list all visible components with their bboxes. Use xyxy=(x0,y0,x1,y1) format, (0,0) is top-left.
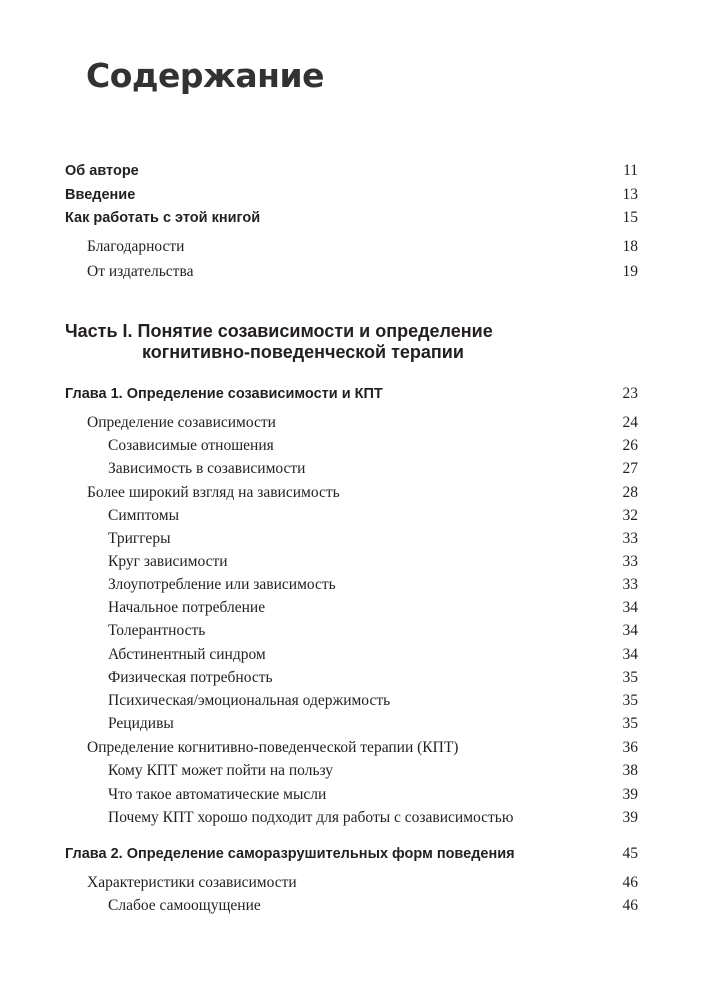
toc-page-number: 26 xyxy=(622,437,638,454)
toc-entry-label: Рецидивы xyxy=(108,715,174,732)
toc-entry[interactable] xyxy=(65,530,638,552)
toc-entry[interactable] xyxy=(65,414,638,436)
toc-page-number: 15 xyxy=(622,209,638,226)
toc-entry-label: Характеристики созависимости xyxy=(87,874,297,891)
toc-entry-how-to-use[interactable] xyxy=(65,209,638,231)
toc-page-number: 13 xyxy=(622,186,638,203)
toc-entry-acknowledgements[interactable] xyxy=(65,238,638,260)
toc-entry-publisher[interactable] xyxy=(65,263,638,285)
toc-entry-about-author[interactable] xyxy=(65,162,638,184)
toc-entry[interactable] xyxy=(65,874,638,896)
toc-page-number: 18 xyxy=(622,238,638,255)
toc-entry-label: Абстинентный синдром xyxy=(108,646,266,663)
toc-entry-label: Благодарности xyxy=(87,238,185,255)
toc-chapter-title: Глава 1. Определение созависимости и КПТ xyxy=(65,386,383,402)
toc-entry-label: Злоупотребление или зависимость xyxy=(108,576,336,593)
toc-entry[interactable] xyxy=(65,576,638,598)
toc-entry-label: Почему КПТ хорошо подходит для работы с созависимостью xyxy=(108,809,514,826)
toc-entry-label: Круг зависимости xyxy=(108,553,228,570)
part-title-line-1: Часть I. Понятие созависимости и определение xyxy=(65,321,493,341)
toc-entry[interactable] xyxy=(65,762,638,784)
toc-page-number: 46 xyxy=(622,897,638,914)
toc-entry-label: Введение xyxy=(65,187,136,203)
toc-page-number: 46 xyxy=(622,874,638,891)
toc-page-number: 33 xyxy=(622,576,638,593)
toc-entry[interactable] xyxy=(65,715,638,737)
toc-entry-label: Зависимость в созависимости xyxy=(108,460,306,477)
toc-page-number: 45 xyxy=(622,845,638,862)
toc-entry[interactable] xyxy=(65,897,638,919)
toc-page-number: 34 xyxy=(622,599,638,616)
toc-page-number: 38 xyxy=(622,762,638,779)
toc-page-number: 32 xyxy=(622,507,638,524)
toc-entry-label: От издательства xyxy=(87,263,194,280)
toc-entry[interactable] xyxy=(65,809,638,831)
toc-page-number: 39 xyxy=(622,786,638,803)
toc-entry[interactable] xyxy=(65,622,638,644)
part-title-line-2: когнитивно-поведенческой терапии xyxy=(142,342,464,362)
toc-entry-label: Психическая/эмоциональная одержимость xyxy=(108,692,391,709)
toc-entry-label: Начальное потребление xyxy=(108,599,266,616)
toc-entry[interactable] xyxy=(65,692,638,714)
toc-page-number: 33 xyxy=(622,530,638,547)
toc-entry[interactable] xyxy=(65,460,638,482)
toc-entry-label: Симптомы xyxy=(108,507,179,524)
toc-entry-label: Созависимые отношения xyxy=(108,437,274,454)
toc-entry-label: Об авторе xyxy=(65,163,139,179)
toc-entry-label: Кому КПТ может пойти на пользу xyxy=(108,762,334,779)
toc-entry[interactable] xyxy=(65,669,638,691)
toc-chapter-1[interactable] xyxy=(65,385,638,407)
toc-entry[interactable] xyxy=(65,484,638,506)
toc-page-number: 34 xyxy=(622,646,638,663)
toc-entry[interactable] xyxy=(65,599,638,621)
toc-entry-label: Более широкий взгляд на зависимость xyxy=(87,484,340,501)
toc-chapter-title: Глава 2. Определение саморазрушительных форм поведения xyxy=(65,846,515,862)
toc-chapter-2[interactable] xyxy=(65,845,638,867)
toc-entry-label: Слабое самоощущение xyxy=(108,897,261,914)
toc-page-number: 11 xyxy=(623,162,638,179)
toc-entry-label: Триггеры xyxy=(108,530,171,547)
toc-entry[interactable] xyxy=(65,646,638,668)
toc-entry-label: Толерантность xyxy=(108,622,206,639)
toc-entry-label: Как работать с этой книгой xyxy=(65,210,261,226)
toc-page-number: 35 xyxy=(622,715,638,732)
toc-entry[interactable] xyxy=(65,553,638,575)
toc-entry[interactable] xyxy=(65,437,638,459)
toc-page-number: 34 xyxy=(622,622,638,639)
toc-page-number: 35 xyxy=(622,692,638,709)
toc-page-number: 24 xyxy=(622,414,638,431)
toc-entry[interactable] xyxy=(65,507,638,529)
toc-entry-label: Что такое автоматические мысли xyxy=(108,786,327,803)
page-title: Содержание xyxy=(86,56,324,95)
toc-entry-label: Определение когнитивно-поведенческой терапии (КПТ) xyxy=(87,739,459,756)
toc-page-number: 36 xyxy=(622,739,638,756)
part-title xyxy=(65,321,493,363)
toc-entry[interactable] xyxy=(65,739,638,761)
toc-page-number: 39 xyxy=(622,809,638,826)
toc-page-number: 19 xyxy=(622,263,638,280)
toc-page-number: 33 xyxy=(622,553,638,570)
toc-page-number: 23 xyxy=(622,385,638,402)
toc-page-number: 28 xyxy=(622,484,638,501)
toc-entry-label: Определение созависимости xyxy=(87,414,276,431)
toc-entry[interactable] xyxy=(65,786,638,808)
toc-entry-label: Физическая потребность xyxy=(108,669,273,686)
toc-entry-introduction[interactable] xyxy=(65,186,638,208)
toc-page-number: 35 xyxy=(622,669,638,686)
toc-page-number: 27 xyxy=(622,460,638,477)
